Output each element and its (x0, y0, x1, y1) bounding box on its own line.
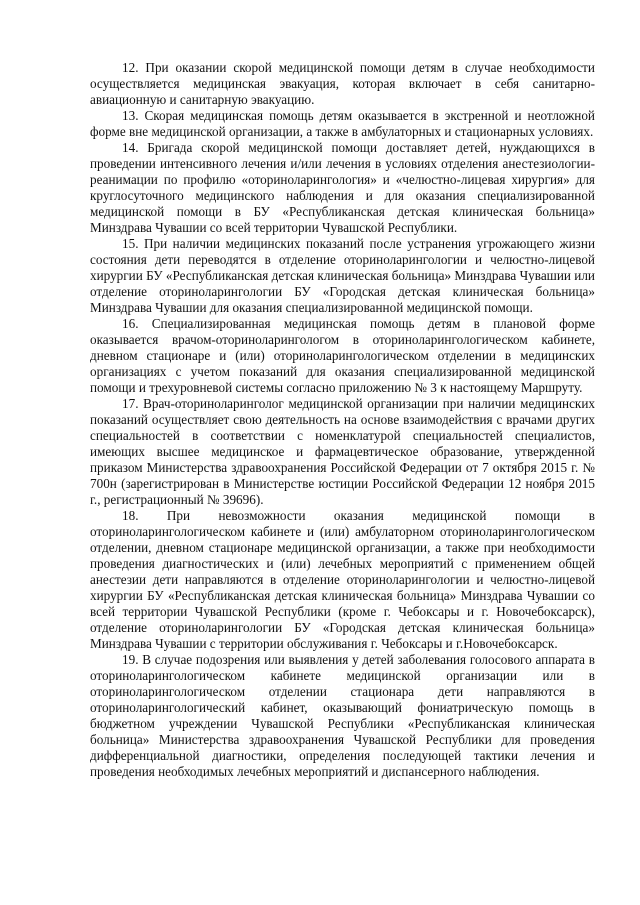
paragraph-19: 19. В случае подозрения или выявления у детей заболевания голосового аппарата в оториноларингологическом кабинете медицинской организации или в оториноларингологическом отделении стационара дети направляются в оториноларингологический кабинет, оказывающий фониатрическую помощь в бюджетном учреждении Чувашской Республики «Республиканская клиническая больница» Министерства здравоохранения Чувашской Республики для проведения дифференциальной диагностики, определения последующей тактики лечения и проведения необходимых лечебных мероприятий и диспансерного наблюдения. (90, 652, 595, 779)
paragraph-12: 12. При оказании скорой медицинской помощи детям в случае необходимости осуществляется медицинская эвакуация, которая включает в себя санитарно-авиационную и санитарную эвакуацию. (90, 60, 595, 107)
paragraph-17: 17. Врач-оториноларинголог медицинской организации при наличии медицинских показаний осуществляет свою деятельность на основе взаимодействия с врачами других специальностей в соответствии с номенклатурой специальностей специалистов, имеющих высшее медицинское и фармацевтическое образование, утвержденной приказом Министерства здравоохранения Российской Федерации от 7 октября 2015 г. № 700н (зарегистрирован в Министерстве юстиции Российской Федерации 12 ноября 2015 г., регистрационный № 39696). (90, 396, 595, 507)
paragraph-18: 18. При невозможности оказания медицинской помощи в оториноларингологическом кабинете и (или) амбулаторном оториноларингологическом отделении, дневном стационаре медицинской организации, а также при необходимости проведения диагностических и (или) лечебных мероприятий с применением общей анестезии дети направляются в отделение оториноларингологии и челюстно-лицевой хирургии БУ «Республиканская детская клиническая больница» Минздрава Чувашии со всей территории Чувашской Республики (кроме г. Чебоксары и г. Новочебоксарск), отделение оториноларингологии БУ «Городская детская клиническая больница» Минздрава Чувашии с территории обслуживания г. Чебоксары и г.Новочебоксарск. (90, 508, 595, 651)
document-page (90, 60, 595, 780)
paragraph-14: 14. Бригада скорой медицинской помощи доставляет детей, нуждающихся в проведении интенсивного лечения и/или лечения в условиях отделения анестезиологии-реанимации по профилю «оториноларингология» и «челюстно-лицевая хирургия» для круглосуточного медицинского наблюдения и для оказания специализированной медицинской помощи в БУ «Республиканская детская клиническая больница» Минздрава Чувашии со всей территории Чувашской Республики. (90, 140, 595, 235)
paragraph-13: 13. Скорая медицинская помощь детям оказывается в экстренной и неотложной форме вне медицинской организации, а также в амбулаторных и стационарных условиях. (90, 108, 595, 139)
paragraph-15: 15. При наличии медицинских показаний после устранения угрожающего жизни состояния дети переводятся в отделение оториноларингологии и челюстно-лицевой хирургии БУ «Республиканская детская клиническая больница» Минздрава Чувашии или отделение оториноларингологии БУ «Городская детская клиническая больница» Минздрава Чувашии для оказания специализированной медицинской помощи. (90, 236, 595, 315)
paragraph-16: 16. Специализированная медицинская помощь детям в плановой форме оказывается врачом-оториноларингологом в оториноларингологическом кабинете, дневном стационаре и (или) оториноларингологическом отделении в медицинских организациях с учетом показаний для оказания специализированной медицинской помощи и трехуровневой системы согласно приложению № 3 к настоящему Маршруту. (90, 316, 595, 395)
